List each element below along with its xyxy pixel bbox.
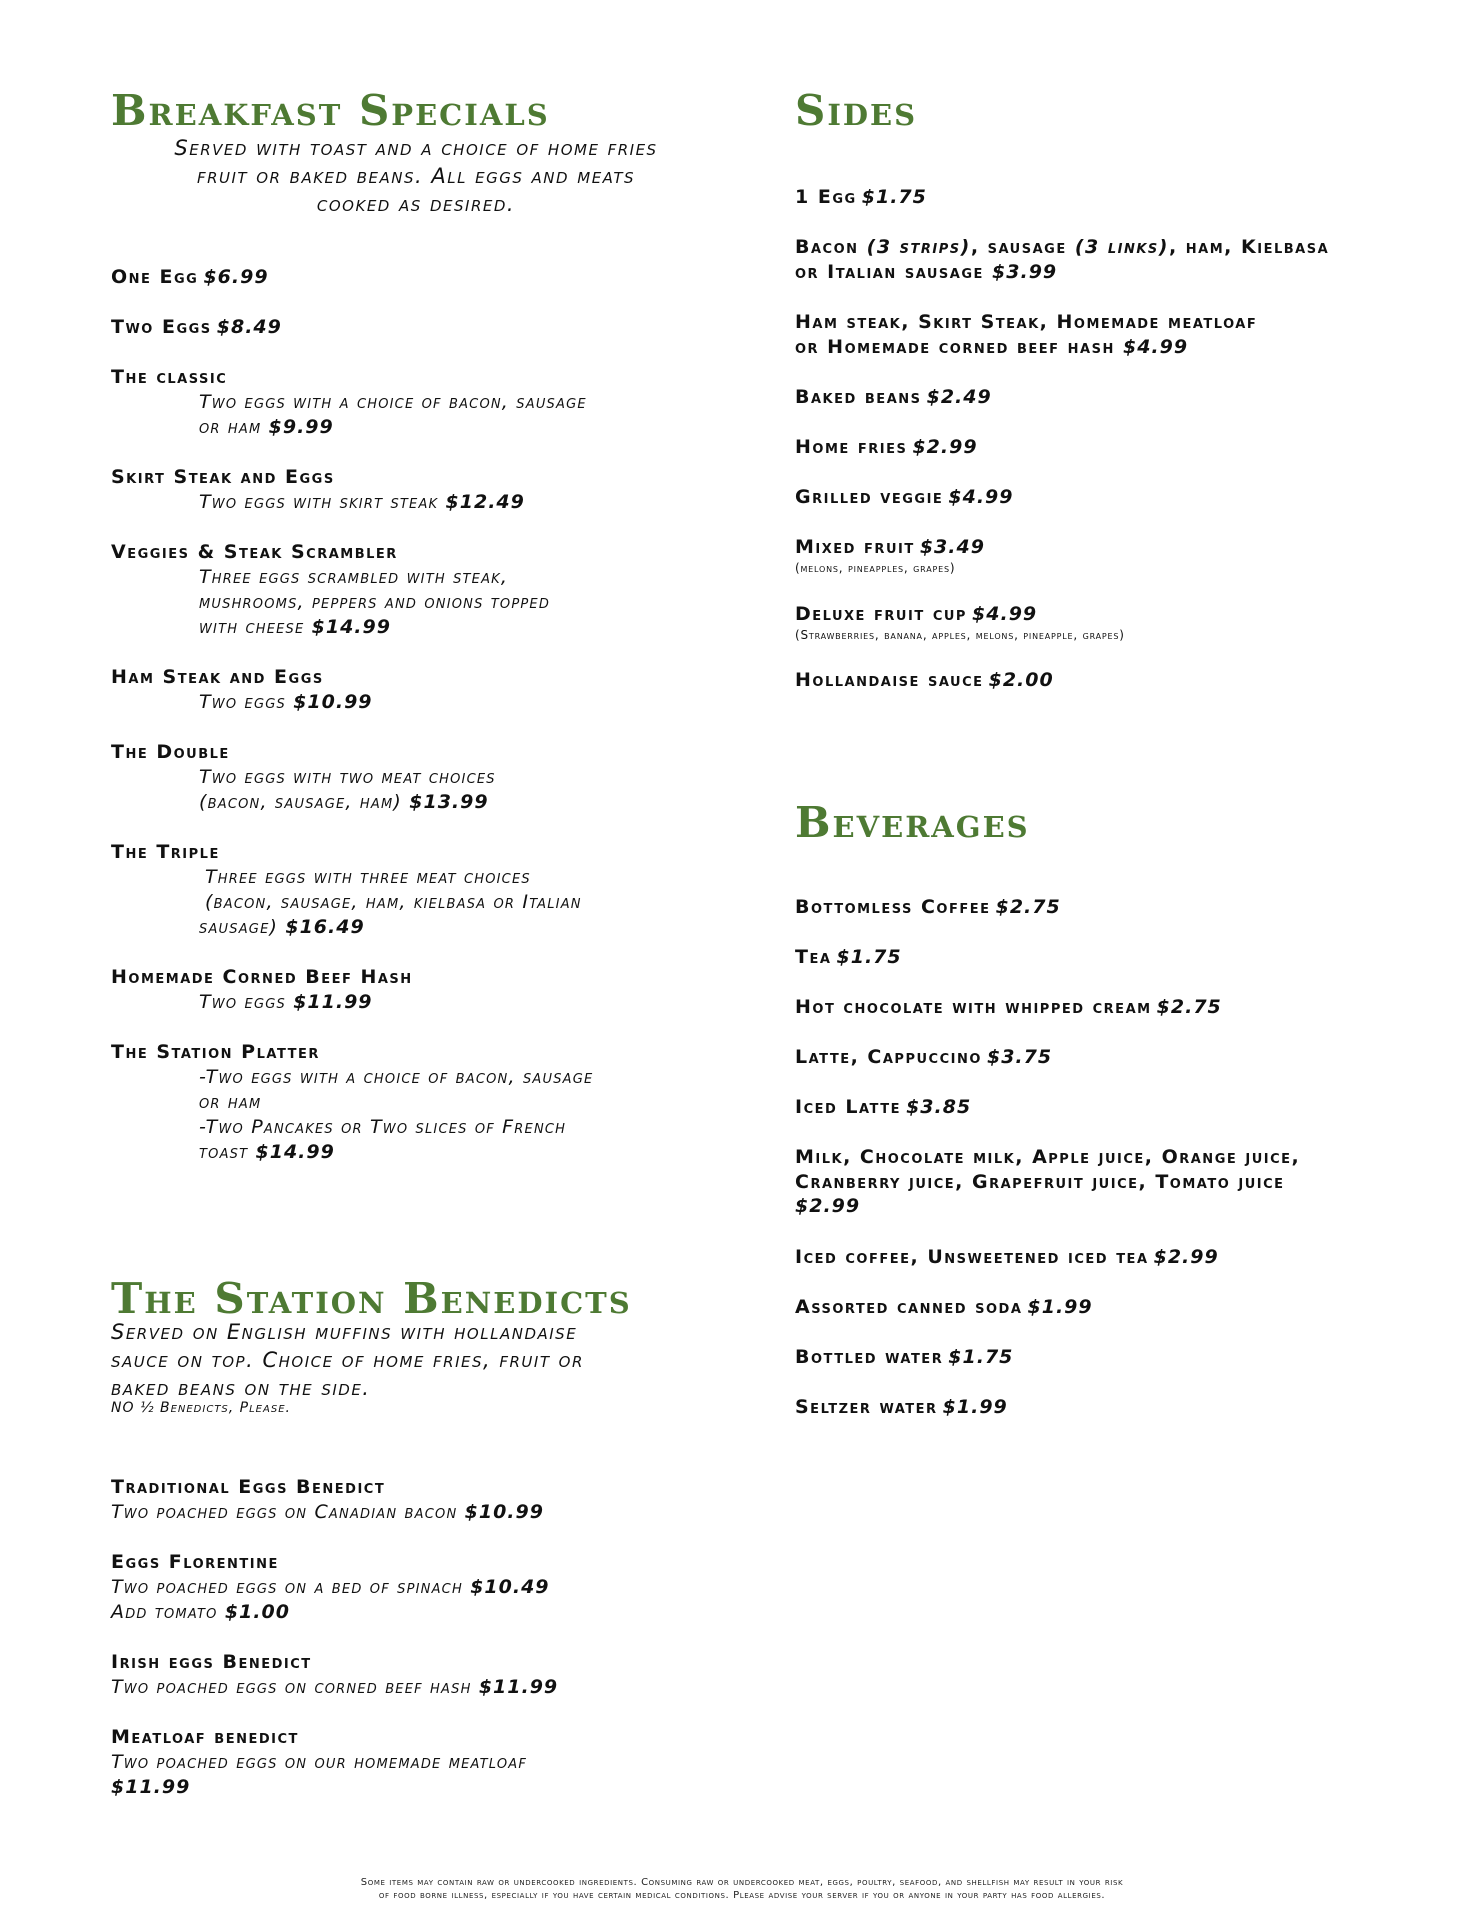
menu-item: Home fries $2.99 xyxy=(795,436,978,458)
menu-item: The Station Platter -Two eggs with a choice of bacon, sausage or ham -Two Pancakes or Two slices of French toast $14.99 xyxy=(111,1041,594,1163)
menu-item: Bacon (3 strips), sausage (3 links), ham, Kielbasa or Italian sausage $3.99 xyxy=(795,236,1330,283)
menu-item: Iced coffee, Unsweetened iced tea $2.99 xyxy=(795,1246,1219,1268)
menu-item: Hot chocolate with whipped cream $2.75 xyxy=(795,996,1222,1018)
menu-item: Bottomless Coffee $2.75 xyxy=(795,896,1061,918)
menu-item: Meatloaf benedict Two poached eggs on our homemade meatloaf $11.99 xyxy=(111,1726,528,1798)
menu-item: Latte, Cappuccino $3.75 xyxy=(795,1046,1053,1068)
menu-item: Iced Latte $3.85 xyxy=(795,1096,972,1118)
menu-item: Deluxe fruit cup $4.99 (Strawberries, banana, apples, melons, pineapple, grapes) xyxy=(795,603,1125,642)
menu-item: Ham steak, Skirt Steak, Homemade meatloaf or Homemade corned beef hash $4.99 xyxy=(795,311,1258,358)
sides-title: Sides xyxy=(795,86,918,135)
beverages-title: Beverages xyxy=(795,798,1030,847)
menu-item: Milk, Chocolate milk, Apple juice, Orange juice, Cranberry juice, Grapefruit juice, Tomato juice $2.99 xyxy=(795,1146,1301,1217)
menu-item: Homemade Corned Beef Hash Two eggs $11.99 xyxy=(111,966,413,1013)
menu-item: Baked beans $2.49 xyxy=(795,386,992,408)
menu-item: The Double Two eggs with two meat choices (bacon, sausage, ham) $13.99 xyxy=(111,741,496,813)
menu-item: Veggies & Steak Scrambler Three eggs scrambled with steak, mushrooms, peppers and onions topped with cheese $14.99 xyxy=(111,541,551,638)
menu-item: Seltzer water $1.99 xyxy=(795,1396,1008,1418)
menu-item: The Triple Three eggs with three meat choices (bacon, sausage, ham, kielbasa or Italian sausage) $16.49 xyxy=(111,841,582,938)
menu-item: Two Eggs $8.49 xyxy=(111,316,282,338)
menu-item: One Egg $6.99 xyxy=(111,266,269,288)
breakfast-intro: Served with toast and a choice of home fries fruit or baked beans. All eggs and meats cooked as desired. xyxy=(174,136,658,216)
allergy-disclaimer: Some items may contain raw or undercooked ingredients. Consuming raw or undercooked meat, eggs, poultry, seafood, and shellfish may result in your risk of food borne illness, especially if you have certain medical conditions. Please advise your server if you or anyone in your party has food allergies. xyxy=(360,1877,1124,1901)
menu-item: Bottled water $1.75 xyxy=(795,1346,1014,1368)
menu-item: Tea $1.75 xyxy=(795,946,902,968)
menu-item: Traditional Eggs Benedict Two poached eggs on Canadian bacon $10.99 xyxy=(111,1476,544,1523)
station-benedicts-title: The Station Benedicts xyxy=(111,1274,632,1323)
menu-item: Eggs Florentine Two poached eggs on a bed of spinach $10.49 Add tomato $1.00 xyxy=(111,1551,550,1623)
menu-item: Ham Steak and Eggs Two eggs $10.99 xyxy=(111,666,373,713)
benedicts-intro: Served on English muffins with hollandaise sauce on top. Choice of home fries, fruit or baked beans on the side. xyxy=(111,1320,584,1400)
menu-item: The classic Two eggs with a choice of bacon, sausage or ham $9.99 xyxy=(111,366,587,438)
menu-item: Hollandaise sauce $2.00 xyxy=(795,669,1054,691)
breakfast-specials-title: Breakfast Specials xyxy=(111,86,550,135)
menu-item: Assorted canned soda $1.99 xyxy=(795,1296,1093,1318)
menu-item: Irish eggs Benedict Two poached eggs on corned beef hash $11.99 xyxy=(111,1651,559,1698)
benedicts-note: NO ½ Benedicts, Please. xyxy=(111,1400,291,1416)
menu-item: 1 Egg $1.75 xyxy=(795,186,927,208)
menu-item: Skirt Steak and Eggs Two eggs with skirt steak $12.49 xyxy=(111,466,525,513)
menu-item: Grilled veggie $4.99 xyxy=(795,486,1014,508)
menu-item: Mixed fruit $3.49 (melons, pineapples, grapes) xyxy=(795,536,985,575)
